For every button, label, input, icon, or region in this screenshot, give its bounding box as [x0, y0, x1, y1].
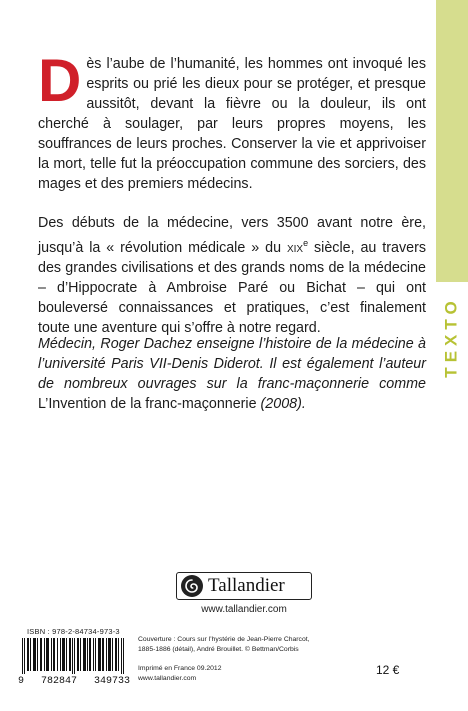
- publisher-url: www.tallandier.com: [201, 604, 287, 615]
- publisher-name: Tallandier: [208, 575, 285, 596]
- spine-collection-label: [436, 282, 468, 392]
- intro-paragraph: [38, 47, 426, 194]
- collection-name: TEXTO: [442, 296, 461, 378]
- print-info: [138, 664, 358, 683]
- cover-credits: [138, 635, 358, 654]
- author-bio-text: Médecin, Roger Dachez enseigne l’histoire de la médecine à l’université Paris VII-Denis Diderot. Il est également l’auteur de nombreux ouvrages sur la franc-maçonnerie comme: [38, 336, 426, 392]
- cover-credit-line: 1885-1886 (détail), André Brouillet. © Bettman/Corbis: [138, 645, 299, 653]
- author-bio-paragraph: [38, 334, 426, 414]
- intro-text: ès l’aube de l’humanité, les hommes ont invoqué les esprits ou prié les dieux pour se protéger, et presque aussitôt, devant la fièvre ou la douleur, ils ont cherché à soulager, par leurs propres moyens, les souffrances de leurs proches. Conserver la vie et apprivoiser la mort, telle fut la préoccupation commune des sorciers, des mages et des premiers médecins.: [38, 56, 426, 192]
- publisher-logo: [176, 572, 312, 600]
- century-numeral: xix: [286, 239, 304, 256]
- book-title: L’Invention de la franc-maçonnerie: [38, 396, 257, 412]
- spine-color-band: [436, 0, 468, 282]
- barcode: [22, 638, 126, 674]
- book-year: (2008).: [256, 396, 306, 412]
- colophon-url: www.tallandier.com: [138, 674, 197, 682]
- summary-text-start: Des débuts de la médecine, vers 3500 avant notre ère, jusqu’à la « révolution médicale » du: [38, 215, 426, 256]
- drop-cap: D: [38, 47, 82, 114]
- printed-in: Imprimé en France 09.2012: [138, 665, 222, 672]
- barcode-digit-group: 349733: [93, 676, 130, 687]
- barcode-digit-group: 9: [18, 676, 25, 687]
- price: 12 €: [376, 663, 400, 677]
- isbn: ISBN : 978-2-84734-973-3: [27, 627, 120, 636]
- century-superscript: e: [303, 238, 309, 248]
- publisher-emblem-icon: [181, 575, 203, 597]
- cover-credit-line: Couverture : Cours sur l’hystérie de Jean-Pierre Charcot,: [138, 636, 310, 643]
- summary-paragraph: [38, 213, 426, 338]
- summary-text-end: siècle, au travers des grandes civilisations et des grands noms de la médecine – d’Hippocrate à Ambroise Paré ou Bichat – qui ont bouleversé connaissances et pratiques, c’est finalement toute une aventure qui s’offre à notre regard.: [38, 239, 426, 336]
- barcode-digits: [18, 676, 130, 687]
- barcode-digit-group: 782847: [40, 676, 77, 687]
